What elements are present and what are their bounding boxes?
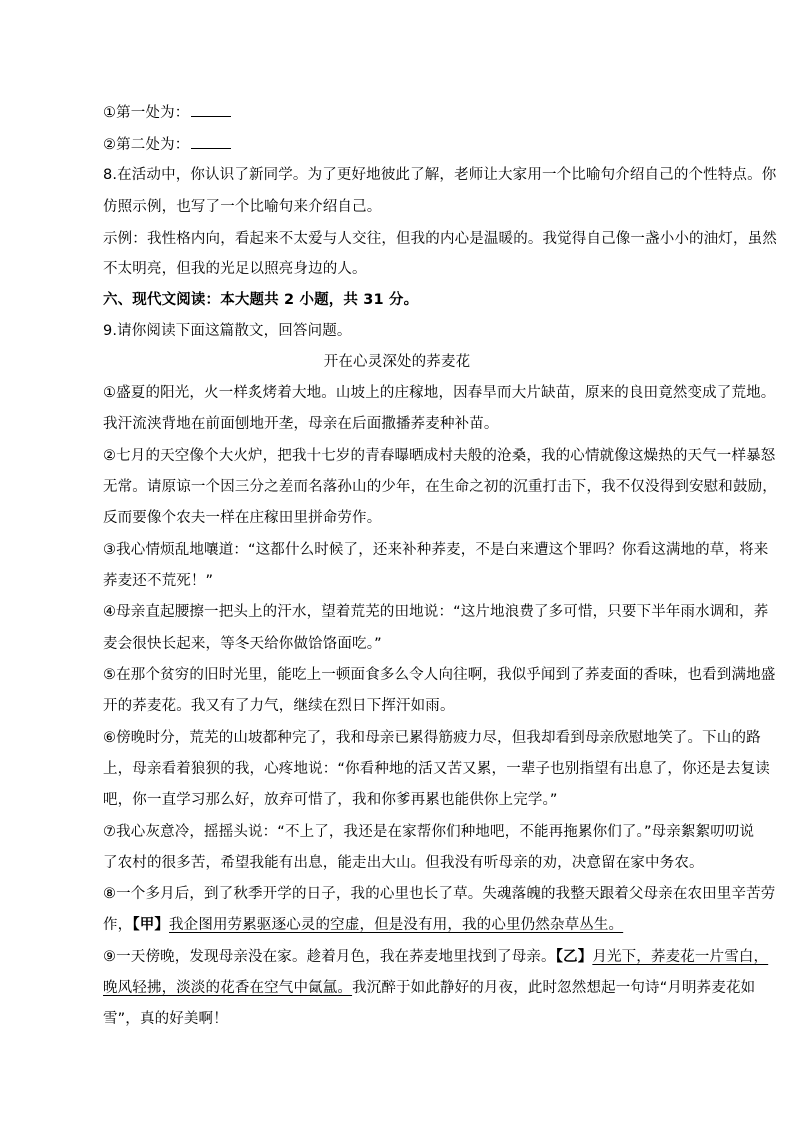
q8-example-line-1: 示例：我性格内向，看起来不太爱与人交往，但我的内心是温暖的。我觉得自己像一盏小小的油灯，虽然 xyxy=(103,231,777,247)
paragraph-9-line-3: 雪”，真的好美啊！ xyxy=(103,1011,228,1027)
paragraph-8-line-1: ⑧一个多月后，到了秋季开学的日子，我的心里也长了草。失魂落魄的我整天跟着父母亲在农田里辛苦劳 xyxy=(103,886,776,902)
paragraph-7-line-1: ⑦我心灰意冷，摇摇头说：“不上了，我还是在家帮你们种地吧，不能再拖累你们了。”母亲絮絮叨叨说 xyxy=(103,824,755,840)
paragraph-4-line-2: 麦会很快长起来，等冬天给你做饸饹面吃。” xyxy=(103,636,382,652)
q7-second-label: ②第二处为： xyxy=(103,137,190,153)
p8-text: 作， xyxy=(103,917,133,933)
paragraph-5-line-1: ⑤在那个贫穷的旧时光里，能吃上一顿面食多么令人向往啊，我似乎闻到了荞麦面的香味，也看到满地盛 xyxy=(103,667,776,683)
paragraph-1-line-1: ①盛夏的阳光，火一样炙烤着大地。山坡上的庄稼地，因春旱而大片缺苗，原来的良田竟然变成了荒地。 xyxy=(103,385,776,401)
answer-blank-1[interactable] xyxy=(191,102,231,117)
paragraph-1-line-2: 我汗流浃背地在前面刨地开垄，母亲在后面撒播荞麦种补苗。 xyxy=(103,416,499,432)
paragraph-6-line-2: 上，母亲看着狼狈的我，心疼地说：“你看种地的活又苦又累，一辈子也别指望有出息了，你还是去复读 xyxy=(103,761,770,777)
section-question-count: 2 xyxy=(284,292,295,308)
underlined-sentence-yi-part-1: 月光下，荞麦花一片雪白， xyxy=(592,949,769,965)
underlined-sentence-jia: 我企图用劳累驱逐心灵的空虚，但是没有用，我的心里仍然杂草丛生。 xyxy=(169,917,624,933)
paragraph-9-line-2 xyxy=(103,978,756,998)
paragraph-4-line-1: ④母亲直起腰擦一把头上的汗水，望着荒芜的田地说：“这片地浪费了多可惜，只要下半年雨水调和，荞 xyxy=(103,604,769,620)
answer-blank-2[interactable] xyxy=(191,134,231,149)
paragraph-3-line-1: ③我心情烦乱地嚷道：“这都什么时候了，还来补种荞麦，不是白来遭这个罪吗？你看这满地的草，将来 xyxy=(103,542,769,558)
q8-prompt-line-1: 8.在活动中，你认识了新同学。为了更好地彼此了解，老师让大家用一个比喻句介绍自己的个性特点。你 xyxy=(103,167,777,183)
paragraph-9-line-1 xyxy=(103,947,769,967)
section-score: 31 xyxy=(363,292,384,308)
paragraph-8-line-2 xyxy=(103,915,723,935)
underlined-sentence-yi-part-2: 晚风轻拂，淡淡的花香在空气中氤氲。 xyxy=(103,980,353,996)
section-heading-prefix: 六、现代文阅读：本大题共 xyxy=(103,292,284,308)
paragraph-2-line-3: 反而要像个农夫一样在庄稼田里拼命劳作。 xyxy=(103,510,382,526)
p9-text-continued: 我沉醉于如此静好的月夜，此时忽然想起一句诗“月明荞麦花如 xyxy=(352,980,756,996)
paragraph-2-line-1: ②七月的天空像个大火炉，把我十七岁的青春曝晒成村夫般的沧桑，我的心情就像这燥热的天气一样暴怒 xyxy=(103,448,776,464)
section-heading-suffix: 分。 xyxy=(383,292,419,308)
paragraph-2-line-2: 无常。请原谅一个因三分之差而名落孙山的少年，在生命之初的沉重打击下，我不仅没得到安慰和鼓励， xyxy=(103,479,777,495)
q7-second-blank-line xyxy=(103,134,723,155)
q8-example-line-2: 不太明亮，但我的光足以照亮身边的人。 xyxy=(103,261,367,277)
marker-yi: 【乙】 xyxy=(555,949,593,965)
paragraph-6-line-1: ⑥傍晚时分，荒芜的山坡都种完了，我和母亲已累得筋疲力尽，但我却看到母亲欣慰地笑了。下山的路 xyxy=(103,730,761,746)
paragraph-3-line-2: 荞麦还不荒死！” xyxy=(103,573,214,589)
essay-title: 开在心灵深处的荞麦花 xyxy=(323,354,471,370)
marker-jia: 【甲】 xyxy=(132,917,170,933)
paragraph-7-line-2: 了农村的很多苦，希望我能有出息，能走出大山。但我没有听母亲的劝，决意留在家中务农。 xyxy=(103,855,704,871)
q7-first-label: ①第一处为： xyxy=(103,105,190,121)
paragraph-6-line-3: 吧，你一直学习那么好，放弃可惜了，我和你爹再累也能供你上完学。” xyxy=(103,792,558,808)
q7-first-blank-line xyxy=(103,102,723,123)
q9-prompt: 9.请你阅读下面这篇散文，回答问题。 xyxy=(103,323,352,339)
section-heading-mid: 小题，共 xyxy=(294,292,364,308)
q8-prompt-line-2: 仿照示例，也写了一个比喻句来介绍自己。 xyxy=(103,199,382,215)
paragraph-5-line-2: 开的荞麦花。我又有了力气，继续在烈日下挥汗如雨。 xyxy=(103,698,455,714)
section-6-heading xyxy=(103,290,723,310)
p9-text: ⑨一天傍晚，发现母亲没在家。趁着月色，我在荞麦地里找到了母亲。 xyxy=(103,949,556,965)
